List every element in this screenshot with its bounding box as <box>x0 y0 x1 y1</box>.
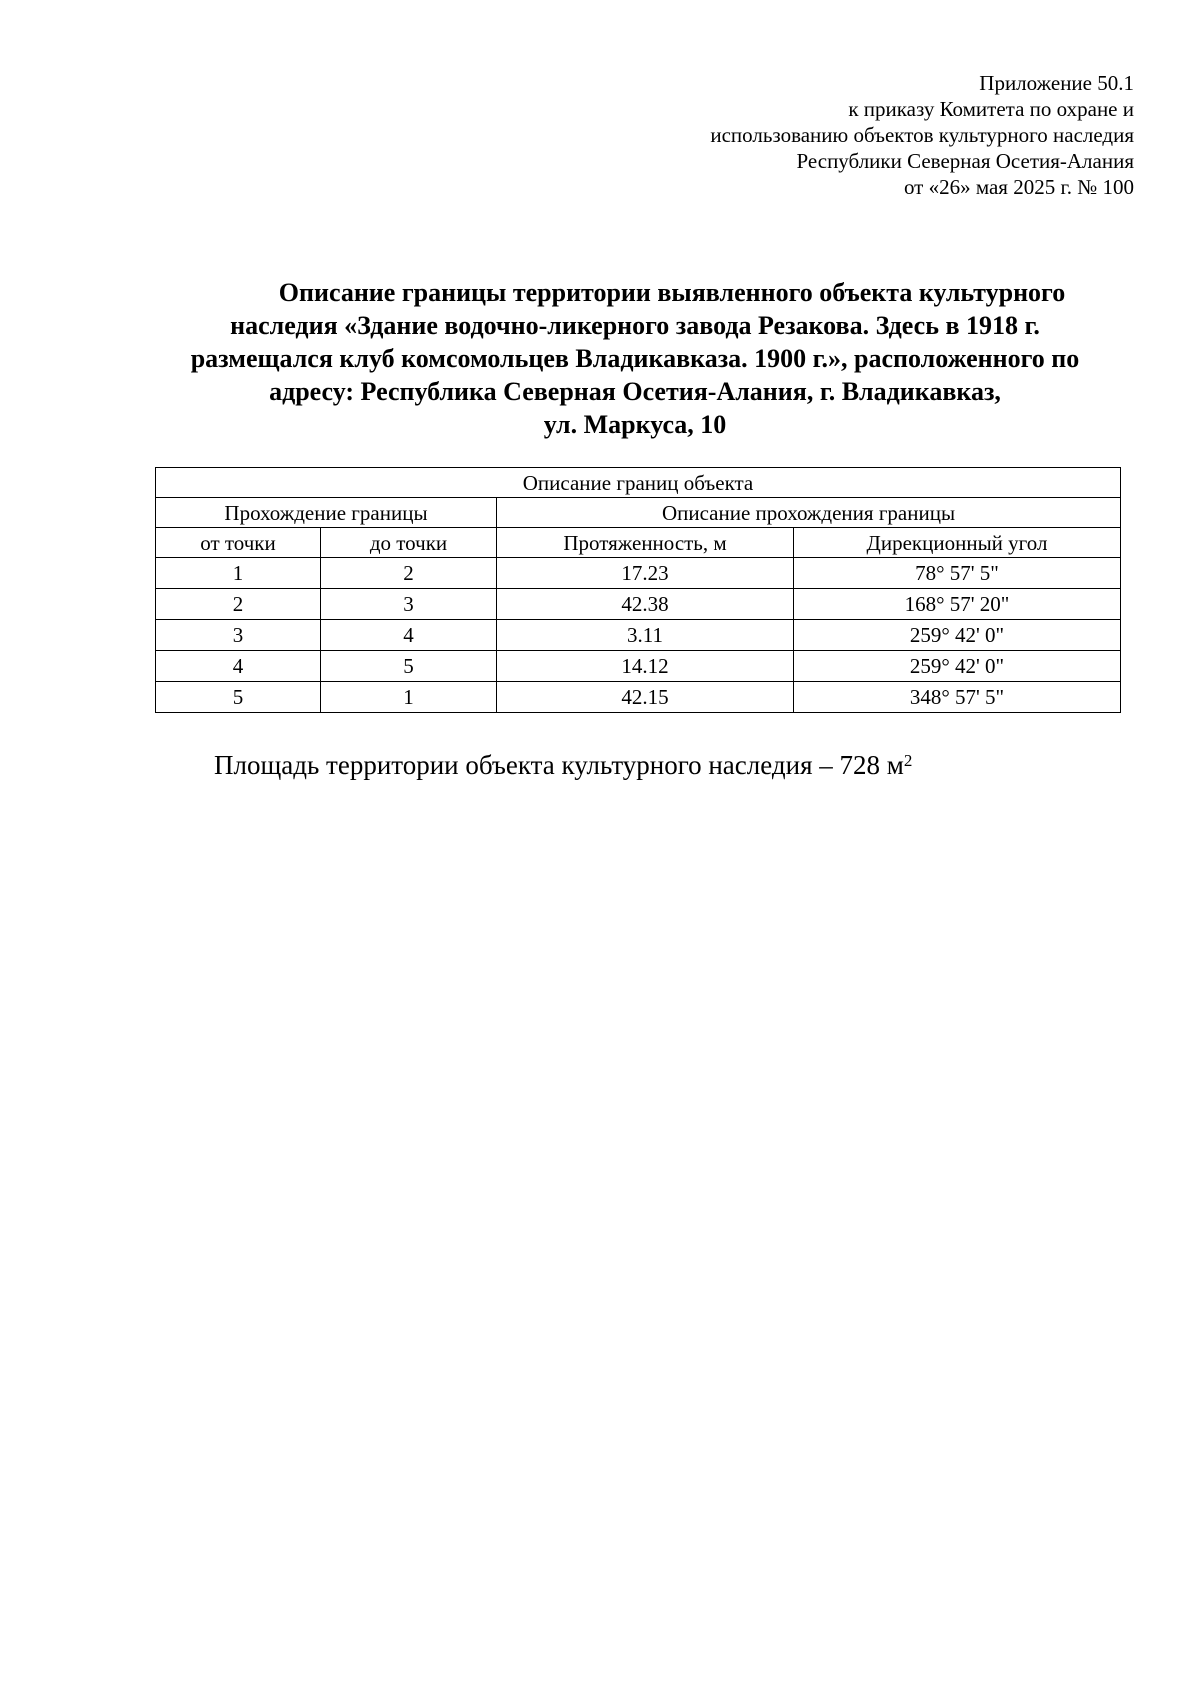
table-row <box>156 558 1121 589</box>
group-header-passage: Прохождение границы <box>156 498 497 528</box>
table-row <box>156 651 1121 682</box>
cell-length: 42.15 <box>497 682 794 713</box>
cell-to: 3 <box>321 589 497 620</box>
table-caption-row <box>156 468 1121 498</box>
column-header-angle: Дирекционный угол <box>794 528 1121 558</box>
appendix-line: Приложение 50.1 <box>979 71 1134 95</box>
appendix-header <box>710 70 1134 200</box>
column-header-to: до точки <box>321 528 497 558</box>
cell-from: 4 <box>156 651 321 682</box>
area-statement <box>214 748 912 782</box>
column-header-length: Протяженность, м <box>497 528 794 558</box>
cell-to: 2 <box>321 558 497 589</box>
area-superscript: 2 <box>903 751 913 770</box>
cell-length: 42.38 <box>497 589 794 620</box>
cell-to: 4 <box>321 620 497 651</box>
cell-length: 17.23 <box>497 558 794 589</box>
title-line: размещался клуб комсомольцев Владикавказа. 1900 г.», расположенного по <box>190 344 1080 373</box>
cell-length: 3.11 <box>497 620 794 651</box>
cell-from: 1 <box>156 558 321 589</box>
cell-to: 1 <box>321 682 497 713</box>
document-title <box>140 276 1130 441</box>
title-line: наследия «Здание водочно-ликерного завода Резакова. Здесь в 1918 г. <box>230 311 1040 340</box>
cell-angle: 78° 57' 5" <box>794 558 1121 589</box>
area-text: Площадь территории объекта культурного наследия – 728 м <box>214 750 904 780</box>
cell-from: 2 <box>156 589 321 620</box>
table-caption: Описание границ объекта <box>156 468 1121 498</box>
title-line: Описание границы территории выявленного объекта культурного <box>278 278 1066 307</box>
appendix-line: от «26» мая 2025 г. № 100 <box>903 175 1134 199</box>
cell-from: 3 <box>156 620 321 651</box>
cell-to: 5 <box>321 651 497 682</box>
appendix-line: к приказу Комитета по охране и <box>848 97 1134 121</box>
cell-angle: 168° 57' 20" <box>794 589 1121 620</box>
boundary-table <box>155 467 1121 713</box>
appendix-line: Республики Северная Осетия-Алания <box>796 149 1134 173</box>
table-group-header-row <box>156 498 1121 528</box>
table-row <box>156 589 1121 620</box>
table-row <box>156 682 1121 713</box>
boundary-table-wrapper <box>155 467 1120 713</box>
title-line: ул. Маркуса, 10 <box>543 410 727 439</box>
cell-angle: 348° 57' 5" <box>794 682 1121 713</box>
table-row <box>156 620 1121 651</box>
cell-from: 5 <box>156 682 321 713</box>
table-column-header-row <box>156 528 1121 558</box>
cell-angle: 259° 42' 0" <box>794 651 1121 682</box>
cell-angle: 259° 42' 0" <box>794 620 1121 651</box>
group-header-description: Описание прохождения границы <box>497 498 1121 528</box>
cell-length: 14.12 <box>497 651 794 682</box>
title-line: адресу: Республика Северная Осетия-Алания, г. Владикавказ, <box>269 377 1001 406</box>
column-header-from: от точки <box>156 528 321 558</box>
appendix-line: использованию объектов культурного наследия <box>710 123 1134 147</box>
